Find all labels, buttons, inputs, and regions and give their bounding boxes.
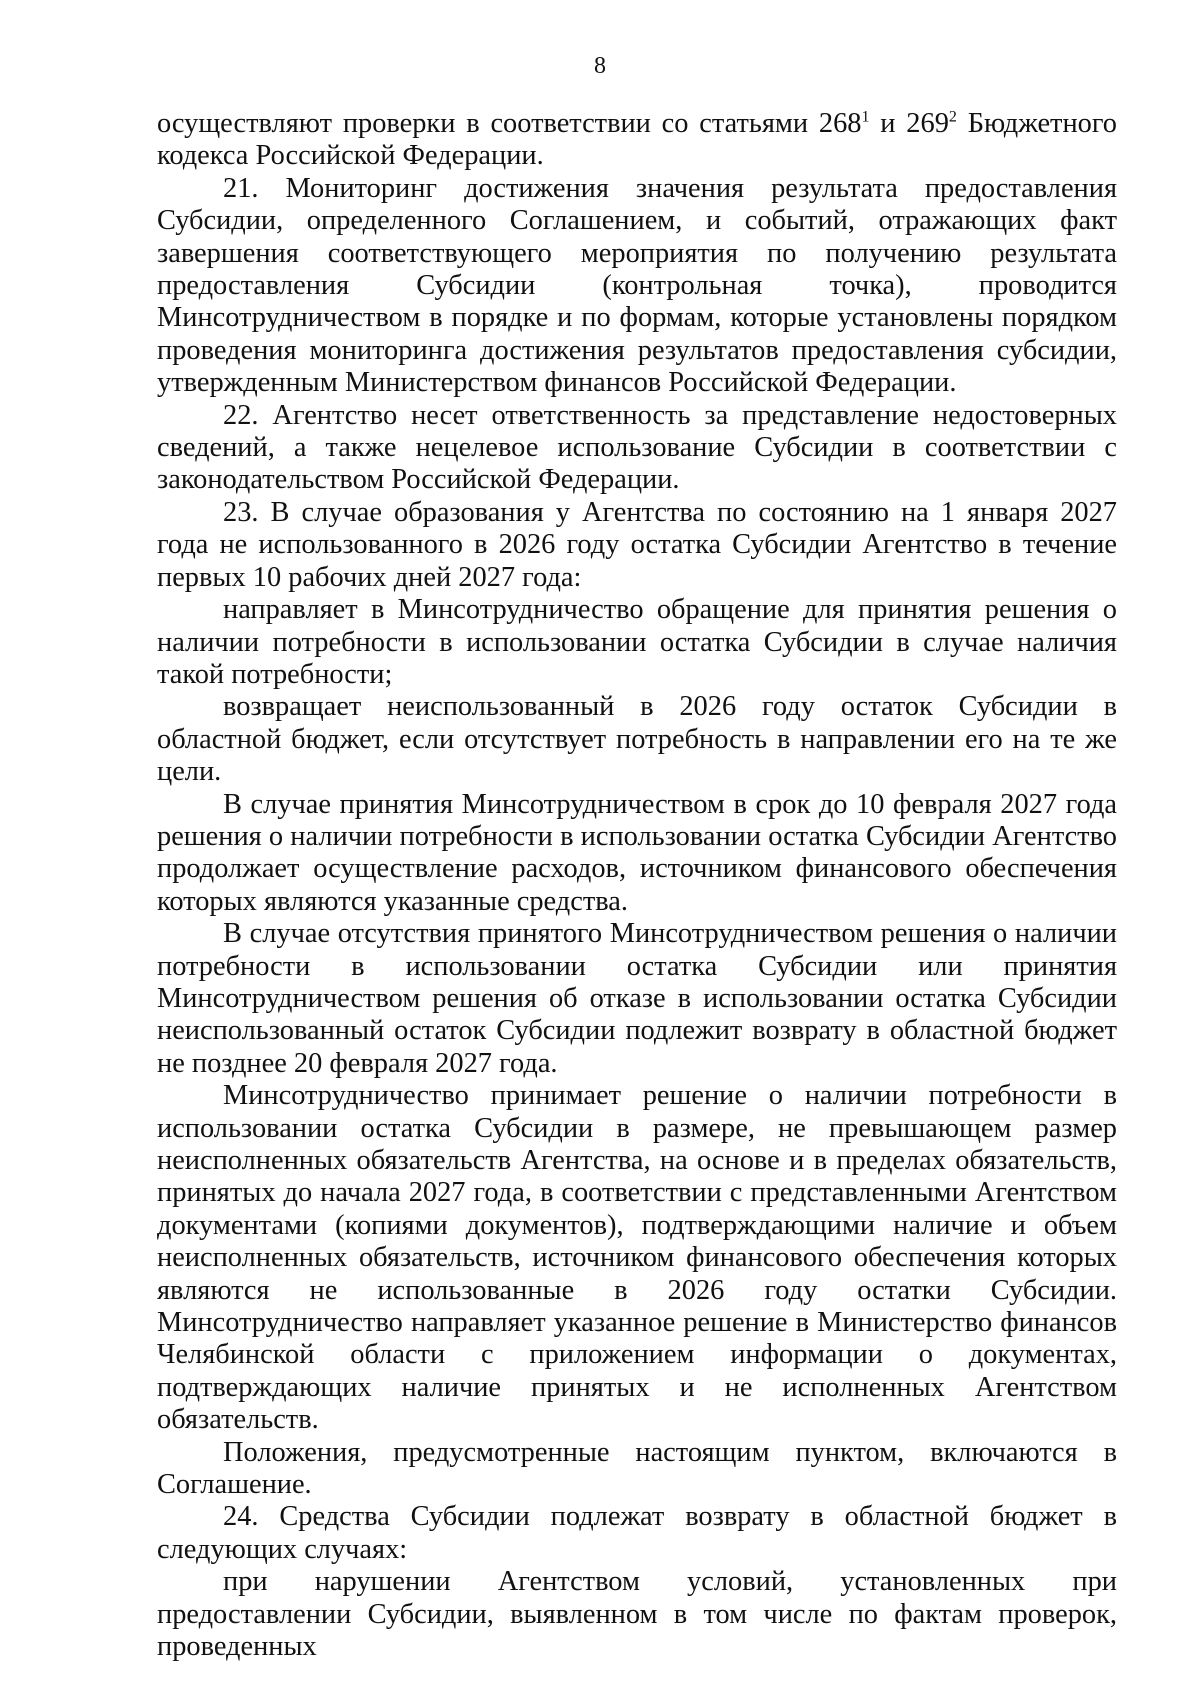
paragraph-21: 21. Мониторинг достижения значения результата предоставления Субсидии, определенного Соглашением, и событий, отражающих факт завершения соответствующего мероприятия по получению результата предоставления Субсидии (контрольная точка), проводится Минсотрудничеством в порядке и по формам, которые установлены порядком проведения мониторинга достижения результатов предоставления субсидии, утвержденным Министерством финансов Российской Федерации. (157, 172, 1117, 399)
paragraph-24-item-1: при нарушении Агентством условий, установленных при предоставлении Субсидии, выявленном в том числе по фактам проверок, проведенных (157, 1566, 1117, 1663)
superscript: 1 (861, 108, 870, 126)
paragraph-text: и 269 (869, 108, 949, 139)
paragraph-24: 24. Средства Субсидии подлежат возврату в областной бюджет в следующих случаях: (157, 1501, 1117, 1565)
paragraph-text: осуществляют проверки в соответствии со статьями 268 (157, 108, 862, 139)
paragraph-23-item-2: возвращает неиспользованный в 2026 году остаток Субсидии в областной бюджет, если отсутствует потребность в направлении его на те же цели. (157, 691, 1117, 788)
page-number: 8 (594, 53, 606, 79)
paragraph-23-clause-6: Положения, предусмотренные настоящим пунктом, включаются в Соглашение. (157, 1436, 1117, 1501)
superscript: 2 (948, 108, 957, 126)
paragraph-22: 22. Агентство несет ответственность за представление недостоверных сведений, а также нецелевое использование Субсидии в соответствии с законодательством Российской Федерации. (157, 399, 1117, 496)
paragraph-23: 23. В случае образования у Агентства по состоянию на 1 января 2027 года не использованного в 2026 году остатка Субсидии Агентство в течение первых 10 рабочих дней 2027 года: (157, 496, 1117, 593)
paragraph-23-item-1: направляет в Минсотрудничество обращение для принятия решения о наличии потребности в использовании остатка Субсидии в случае наличия такой потребности; (157, 594, 1117, 690)
paragraph-continuation (157, 108, 1117, 173)
paragraph-23-clause-5: Минсотрудничество принимает решение о наличии потребности в использовании остатка Субсидии в размере, не превышающем размер неисполненных обязательств Агентства, на основе и в пределах обязательств, принятых до начала 2027 года, в соответствии с представленными Агентством документами (копиями документов), подтверждающими наличие и объем неисполненных обязательств, источником финансового обеспечения которых являются не использованные в 2026 году остатки Субсидии. Минсотрудничество направляет указанное решение в Министерство финансов Челябинской области с приложением информации о документах, подтверждающих наличие принятых и не исполненных Агентством обязательств. (157, 1080, 1117, 1436)
document-body (157, 108, 1117, 1664)
paragraph-text: Бюджетного кодекса Российской Федерации. (157, 108, 1117, 172)
paragraph-23-clause-3: В случае принятия Минсотрудничеством в срок до 10 февраля 2027 года решения о наличии потребности в использовании остатка Субсидии Агентство продолжает осуществление расходов, источником финансового обеспечения которых являются указанные средства. (157, 788, 1117, 917)
paragraph-23-clause-4: В случае отсутствия принятого Минсотрудничеством решения о наличии потребности в использовании остатка Субсидии или принятия Минсотрудничеством решения об отказе в использовании остатка Субсидии неиспользованный остаток Субсидии подлежит возврату в областной бюджет не позднее 20 февраля 2027 года. (157, 918, 1117, 1079)
